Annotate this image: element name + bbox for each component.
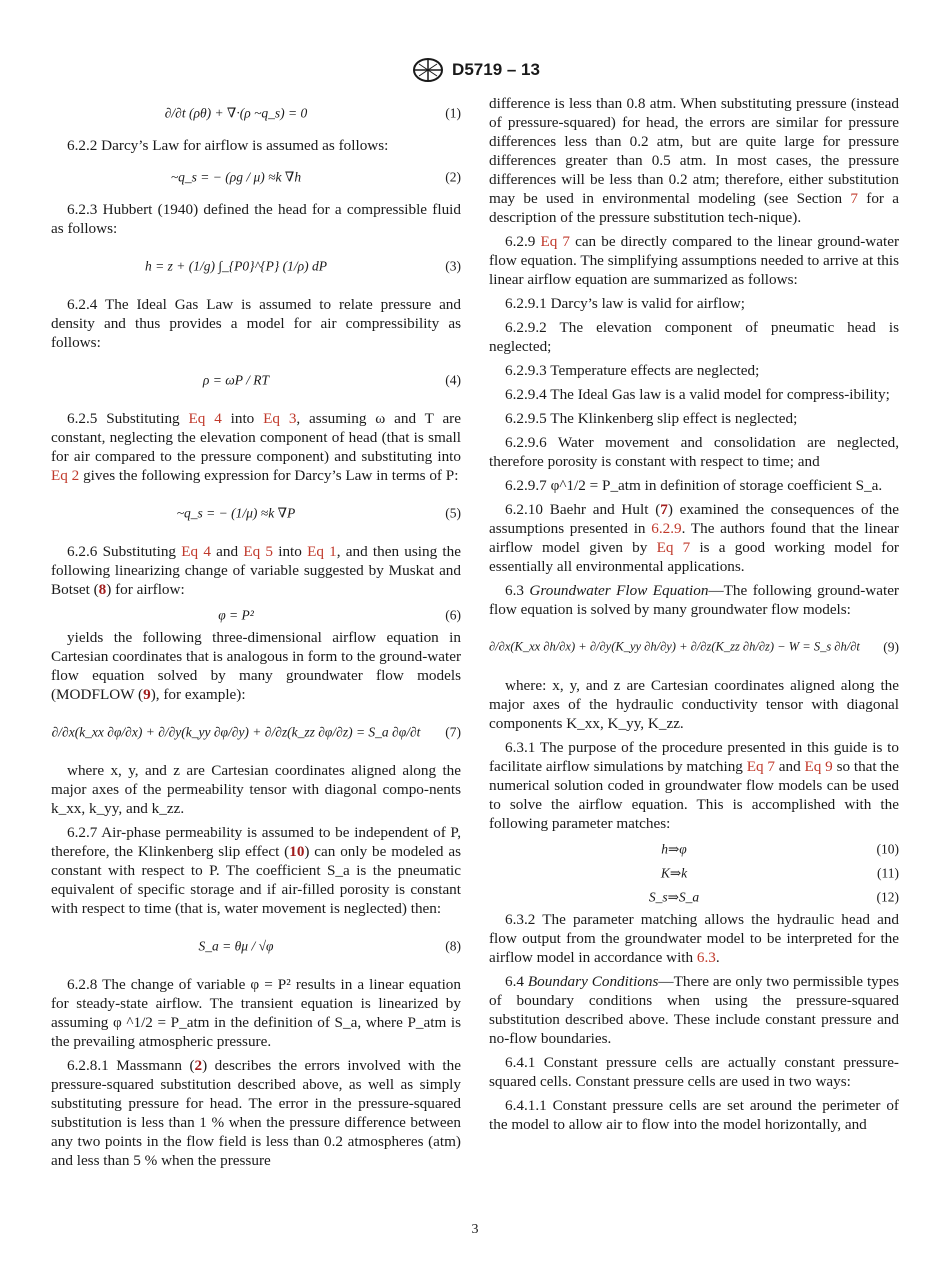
section-title: Groundwater Flow Equation [529, 582, 709, 599]
equation-expression: ~q_s = − (ρg / μ) ≈k ∇h [170, 169, 302, 185]
paragraph-6-2-8-1 [51, 1056, 461, 1170]
equation-expression: h⇒φ [661, 841, 687, 857]
list-item: 6.2.9.6 Water movement and consolidation are neglected, therefore porosity is constant with respect to time; and [489, 434, 899, 470]
link-6-2-9[interactable]: 6.2.9 [651, 520, 682, 537]
text: , and then using the following linearizing change of variable suggested by Muskat and Botset ( [51, 543, 461, 598]
text: 6.3 [505, 582, 530, 599]
equation-number: (11) [877, 865, 899, 881]
equation-number: (6) [445, 607, 461, 623]
paragraph-6-4 [489, 972, 899, 1048]
text: 6.2.8.1 Massmann ( [67, 1057, 195, 1074]
equation-8 [51, 923, 461, 969]
equation-4 [51, 357, 461, 403]
link-eq-7[interactable]: Eq 7 [540, 233, 570, 250]
equation-number: (9) [883, 639, 899, 655]
text: ) describes the errors involved with the pressure-squared substitution described above, as well as simply substituting pressure for head. The error in the pressure-squared substitution is less than 1 % when the pressure difference between any two points in the flow field is less than 0.2 atmospheres (atm) and less than 5 % when the pressure [51, 1057, 461, 1169]
equation-5 [51, 490, 461, 536]
text: , assuming ω and T are constant, neglecting the elevation component of head (that is small for air compared to the pressure component) and substituting into [51, 410, 461, 465]
text: can be directly compared to the linear ground-water flow equation. The simplifying assumptions needed to arrive at this linear airflow equation are summarized as follows: [489, 233, 900, 288]
equation-2 [51, 160, 461, 194]
paragraph-where-xyz: where x, y, and z are Cartesian coordinates aligned along the major axes of the permeability tensor with diagonal compo-nents k_xx, k_yy, and k_zz. [51, 762, 461, 817]
text: and [774, 758, 805, 775]
paragraph-6-2-7 [51, 823, 461, 918]
text: 6.2.10 Baehr and Hult ( [505, 501, 661, 518]
text: difference is less than 0.8 atm. When substituting pressure (instead of pressure-squared) for head, the errors are similar for pressure differences less than 0.2 atm, but are quite large for pressure differences greater than 0.5 atm. In most cases, the pressure differences will be less than 0.2 atm; therefore, either substitution may be used in environmental modeling (see Section [489, 95, 899, 207]
text: 6.3.1 The purpose of the procedure presented in this guide is to facilitate airflow simulations by matching [489, 739, 899, 775]
page-header [0, 56, 950, 89]
reference-10[interactable]: 10 [289, 843, 305, 860]
link-eq-7[interactable]: Eq 7 [656, 539, 691, 556]
link-eq-4[interactable]: Eq 4 [188, 410, 222, 427]
text: —The following ground-water flow equation is solved by many groundwater flow models: [489, 582, 899, 618]
astm-logo-icon [410, 56, 446, 84]
paragraph-6-3-2 [489, 910, 899, 967]
reference-8[interactable]: 8 [98, 581, 107, 598]
text: yields the following three-dimensional airflow equation in Cartesian coordinates that is analogous in form to the ground-water flow equation solved by many groundwater flow models (MODFLOW ( [51, 629, 461, 703]
equation-number: (5) [445, 505, 461, 521]
equation-number: (10) [876, 841, 899, 857]
equation-10 [489, 838, 899, 860]
text: for a description of the pressure substitution tech-nique). [489, 190, 899, 226]
text: into [273, 543, 308, 560]
link-eq-4[interactable]: Eq 4 [181, 543, 211, 560]
link-eq-5[interactable]: Eq 5 [243, 543, 273, 560]
document-number: D5719 – 13 [452, 60, 540, 79]
equation-expression: ∂/∂x(k_xx ∂φ/∂x) + ∂/∂y(k_yy ∂φ/∂y) + ∂/∂z(k_zz ∂φ/∂z) = S_a ∂φ/∂t [51, 724, 421, 740]
link-eq-2[interactable]: Eq 2 [51, 467, 80, 484]
section-title: Boundary Conditions [527, 973, 659, 990]
equation-12 [489, 886, 899, 908]
paragraph-6-3 [489, 581, 899, 619]
reference-7[interactable]: 7 [660, 501, 668, 518]
paragraph-6-2-9 [489, 232, 899, 289]
paragraph-6-2-6 [51, 542, 461, 599]
equation-6 [51, 604, 461, 626]
paragraph-6-4-1: 6.4.1 Constant pressure cells are actually constant pressure-squared cells. Constant pressure cells are used in two ways: [489, 1054, 899, 1090]
equation-expression: ∂/∂t (ρθ) + ∇·(ρ ~q_s) = 0 [164, 105, 308, 121]
text: so that the numerical solution coded in groundwater flow models can be used to solve the airflow equation. This is accomplished with the following parameter matches: [489, 758, 899, 832]
paragraph-6-2-5 [51, 409, 461, 485]
link-section-7[interactable]: 7 [850, 190, 858, 207]
text: 6.2.5 Substituting [67, 410, 189, 427]
text: 6.2.7 Air-phase permeability is assumed to be independent of P, therefore, the Klinkenberg slip effect ( [51, 824, 461, 860]
text: is a good working model for essentially all environmental applications. [489, 539, 899, 575]
text: gives the following expression for Darcy’s Law in terms of P: [79, 467, 459, 484]
text: into [221, 410, 264, 427]
page-number: 3 [471, 1222, 479, 1237]
equation-number: (4) [445, 372, 461, 388]
paragraph-6-2-10 [489, 500, 899, 576]
text: 6.2.9 [505, 233, 541, 250]
text: and [210, 543, 244, 560]
link-eq-1[interactable]: Eq 1 [307, 543, 337, 560]
list-item: 6.2.9.1 Darcy’s law is valid for airflow; [505, 295, 745, 312]
paragraph-6-3-1 [489, 738, 899, 833]
paragraph-6-2-8: 6.2.8 The change of variable φ = P² results in a linear equation for steady-state airflow. The transient equation is linearized by assuming φ ^1/2 = P_atm in the definition of S_a, where P_atm is the prevailing atmospheric pressure. [51, 976, 461, 1050]
text: ) can only be modeled as constant with respect to P. The coefficient S_a is the pneumatic equivalent of specific storage and if air-filled porosity is constant with respect to time (that is, water movement is neglected) then: [51, 843, 461, 917]
text: 6.2.6 Substituting [67, 543, 182, 560]
paragraph-6-2-2: 6.2.2 Darcy’s Law for airflow is assumed as follows: [67, 137, 389, 154]
paragraph-where-xyz-K: where: x, y, and z are Cartesian coordinates aligned along the major axes of the hydraulic conductivity tensor with diagonal components K_xx, K_yy, K_zz. [489, 677, 899, 732]
text: —There are only two permissible types of boundary conditions when using the pressure-squared substitution described above. These include constant pressure and no-flow boundaries. [489, 973, 900, 1047]
paragraph-yields [51, 628, 461, 704]
link-eq-3[interactable]: Eq 3 [263, 410, 297, 427]
link-eq-7[interactable]: Eq 7 [746, 758, 775, 775]
equation-expression: h = z + (1/g) ∫_{P0}^{P} (1/ρ) dP [144, 258, 328, 274]
equation-11 [489, 862, 899, 884]
text: 6.4 [505, 973, 528, 990]
paragraph-6-2-3: 6.2.3 Hubbert (1940) defined the head for a compressible fluid as follows: [51, 201, 461, 237]
equation-number: (3) [445, 258, 461, 274]
list-item: 6.2.9.7 φ^1/2 = P_atm in definition of storage coefficient S_a. [505, 477, 883, 494]
text: ), for example): [150, 686, 246, 703]
equation-1 [51, 96, 461, 130]
equation-9 [489, 624, 899, 670]
link-6-3[interactable]: 6.3 [696, 949, 716, 966]
equation-7 [51, 709, 461, 755]
equation-expression: K⇒k [660, 865, 688, 881]
equation-number: (2) [445, 169, 461, 185]
link-eq-9[interactable]: Eq 9 [804, 758, 833, 775]
paragraph-continued [489, 94, 899, 227]
equation-expression: ~q_s = − (1/μ) ≈k ∇P [176, 505, 296, 521]
left-column [51, 94, 461, 1175]
equation-number: (1) [445, 105, 461, 121]
equation-expression: φ = P² [218, 607, 254, 623]
equation-expression: S_a = θμ / √φ [198, 938, 274, 954]
text: ) for airflow: [106, 581, 185, 598]
reference-2[interactable]: 2 [194, 1057, 203, 1074]
equation-expression: ρ = ωP / RT [202, 372, 270, 388]
list-item: 6.2.9.4 The Ideal Gas law is a valid model for compress-ibility; [505, 386, 890, 403]
equation-number: (8) [445, 938, 461, 954]
text: . [715, 949, 720, 966]
equation-expression: ∂/∂x(K_xx ∂h/∂x) + ∂/∂y(K_yy ∂h/∂y) + ∂/∂z(K_zz ∂h/∂z) − W = S_s ∂h/∂t [489, 639, 860, 654]
paragraph-6-4-1-1: 6.4.1.1 Constant pressure cells are set around the perimeter of the model to allow air to flow into the model horizontally, and [489, 1097, 899, 1133]
equation-number: (7) [445, 724, 461, 740]
paragraph-6-2-4: 6.2.4 The Ideal Gas Law is assumed to relate pressure and density and thus provides a model for air compressibility as follows: [51, 296, 461, 351]
text: 6.3.2 The parameter matching allows the hydraulic head and flow output from the groundwater model to be interpreted for the airflow model in accordance with [489, 911, 899, 966]
list-item: 6.2.9.2 The elevation component of pneumatic head is neglected; [489, 319, 899, 355]
list-item: 6.2.9.5 The Klinkenberg slip effect is neglected; [505, 410, 798, 427]
equation-expression: S_s⇒S_a [648, 889, 700, 905]
text: ) examined the consequences of the assumptions presented in [489, 501, 900, 537]
text: . The authors found that the linear airflow model given by [489, 520, 899, 556]
list-item: 6.2.9.3 Temperature effects are neglected; [505, 362, 760, 379]
right-column [489, 94, 899, 1139]
equation-3 [51, 243, 461, 289]
reference-9[interactable]: 9 [143, 686, 151, 703]
equation-number: (12) [876, 889, 899, 905]
